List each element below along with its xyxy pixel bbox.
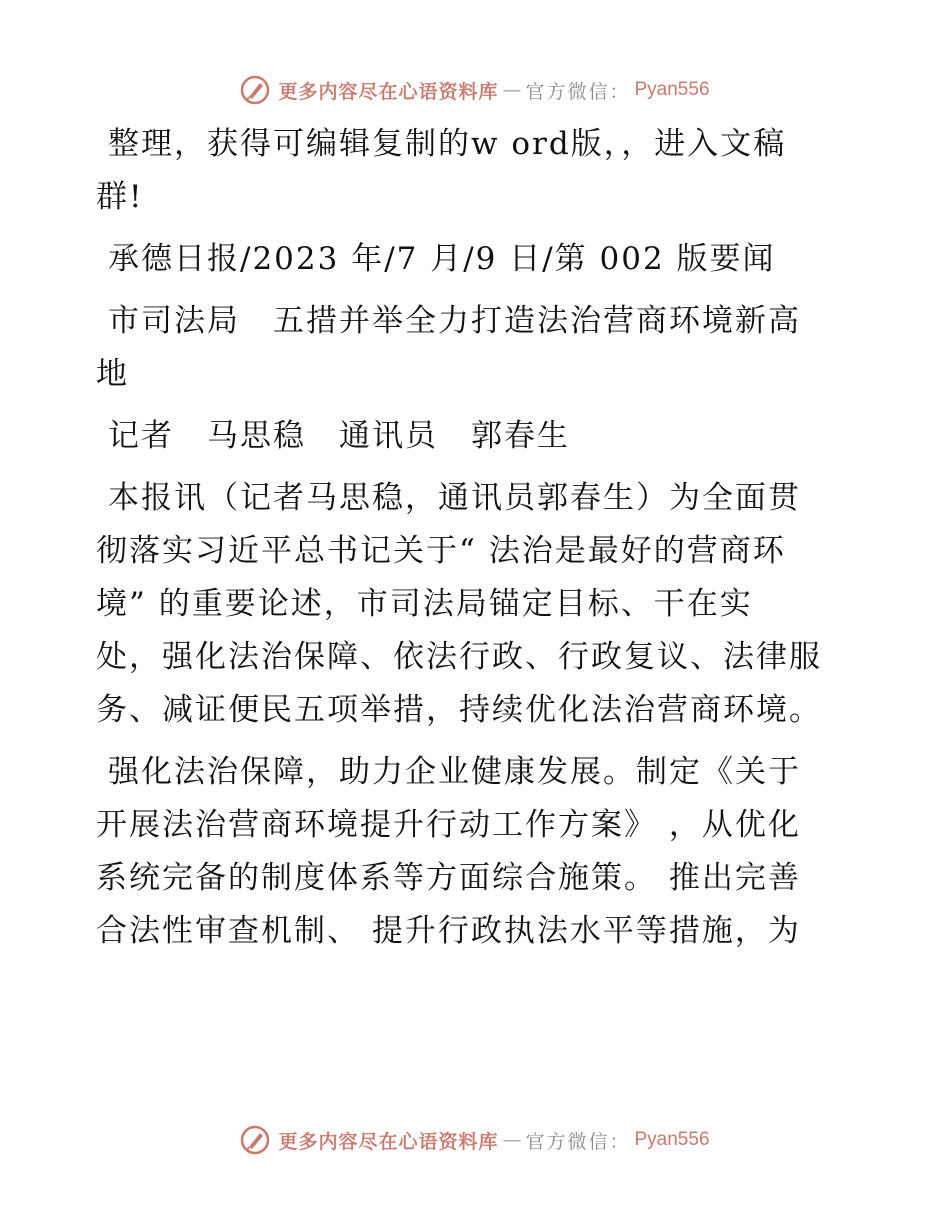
headline <box>96 295 856 401</box>
banner-official-label: 官方微信： <box>525 1130 631 1153</box>
intro-line: 整理，获得可编辑复制的w ord版，，进入文稿 <box>108 126 787 162</box>
paragraph-line: 务、减证便民五项举措，持续优化法治营商环境。 <box>96 692 822 728</box>
header-banner <box>0 70 950 110</box>
paragraph-line: 境” 的重要论述，市司法局锚定目标、干在实 <box>96 586 753 622</box>
paragraph-line: 开展法治营商环境提升行动工作方案》 ，从优化 <box>96 807 801 843</box>
paragraph-line: 强化法治保障，助力企业健康发展。制定《关于 <box>108 754 801 790</box>
banner-dash: — <box>502 79 522 101</box>
banner-wechat-id: Pyan556 <box>634 79 710 100</box>
quill-pen-circle-icon <box>240 75 270 105</box>
footer-banner <box>0 1120 950 1160</box>
paragraph-line: 合法性审查机制、 提升行政执法水平等措施，为 <box>96 913 801 949</box>
paragraph-1 <box>96 472 856 737</box>
paragraph-2 <box>96 746 856 958</box>
banner-official-label: 官方微信： <box>525 80 631 103</box>
banner-brand-text: 更多内容尽在心语资料库 <box>278 1130 499 1153</box>
intro-paragraph <box>96 118 856 224</box>
banner-dash: — <box>502 1129 522 1151</box>
paragraph-line: 系统完备的制度体系等方面综合施策。 推出完善 <box>96 860 801 896</box>
paragraph-line: 彻落实习近平总书记关于“ 法治是最好的营商环 <box>96 533 786 569</box>
banner-brand-text: 更多内容尽在心语资料库 <box>278 80 499 103</box>
headline-line: 市司法局 五措并举全力打造法治营商环境新高 <box>108 303 801 339</box>
intro-line: 群! <box>96 179 144 215</box>
paragraph-line: 处，强化法治保障、依法行政、行政复议、法律服 <box>96 639 822 675</box>
paragraph-line: 本报讯（记者马思稳，通讯员郭春生）为全面贯 <box>108 480 801 516</box>
quill-pen-circle-icon <box>240 1125 270 1155</box>
document-body <box>96 118 856 967</box>
headline-line: 地 <box>96 356 129 392</box>
banner-wechat-id: Pyan556 <box>634 1129 710 1150</box>
source-line: 承德日报/2023 年/7 月/9 日/第 002 版要闻 <box>108 241 776 277</box>
byline: 记者 马思稳 通讯员 郭春生 <box>108 418 570 454</box>
